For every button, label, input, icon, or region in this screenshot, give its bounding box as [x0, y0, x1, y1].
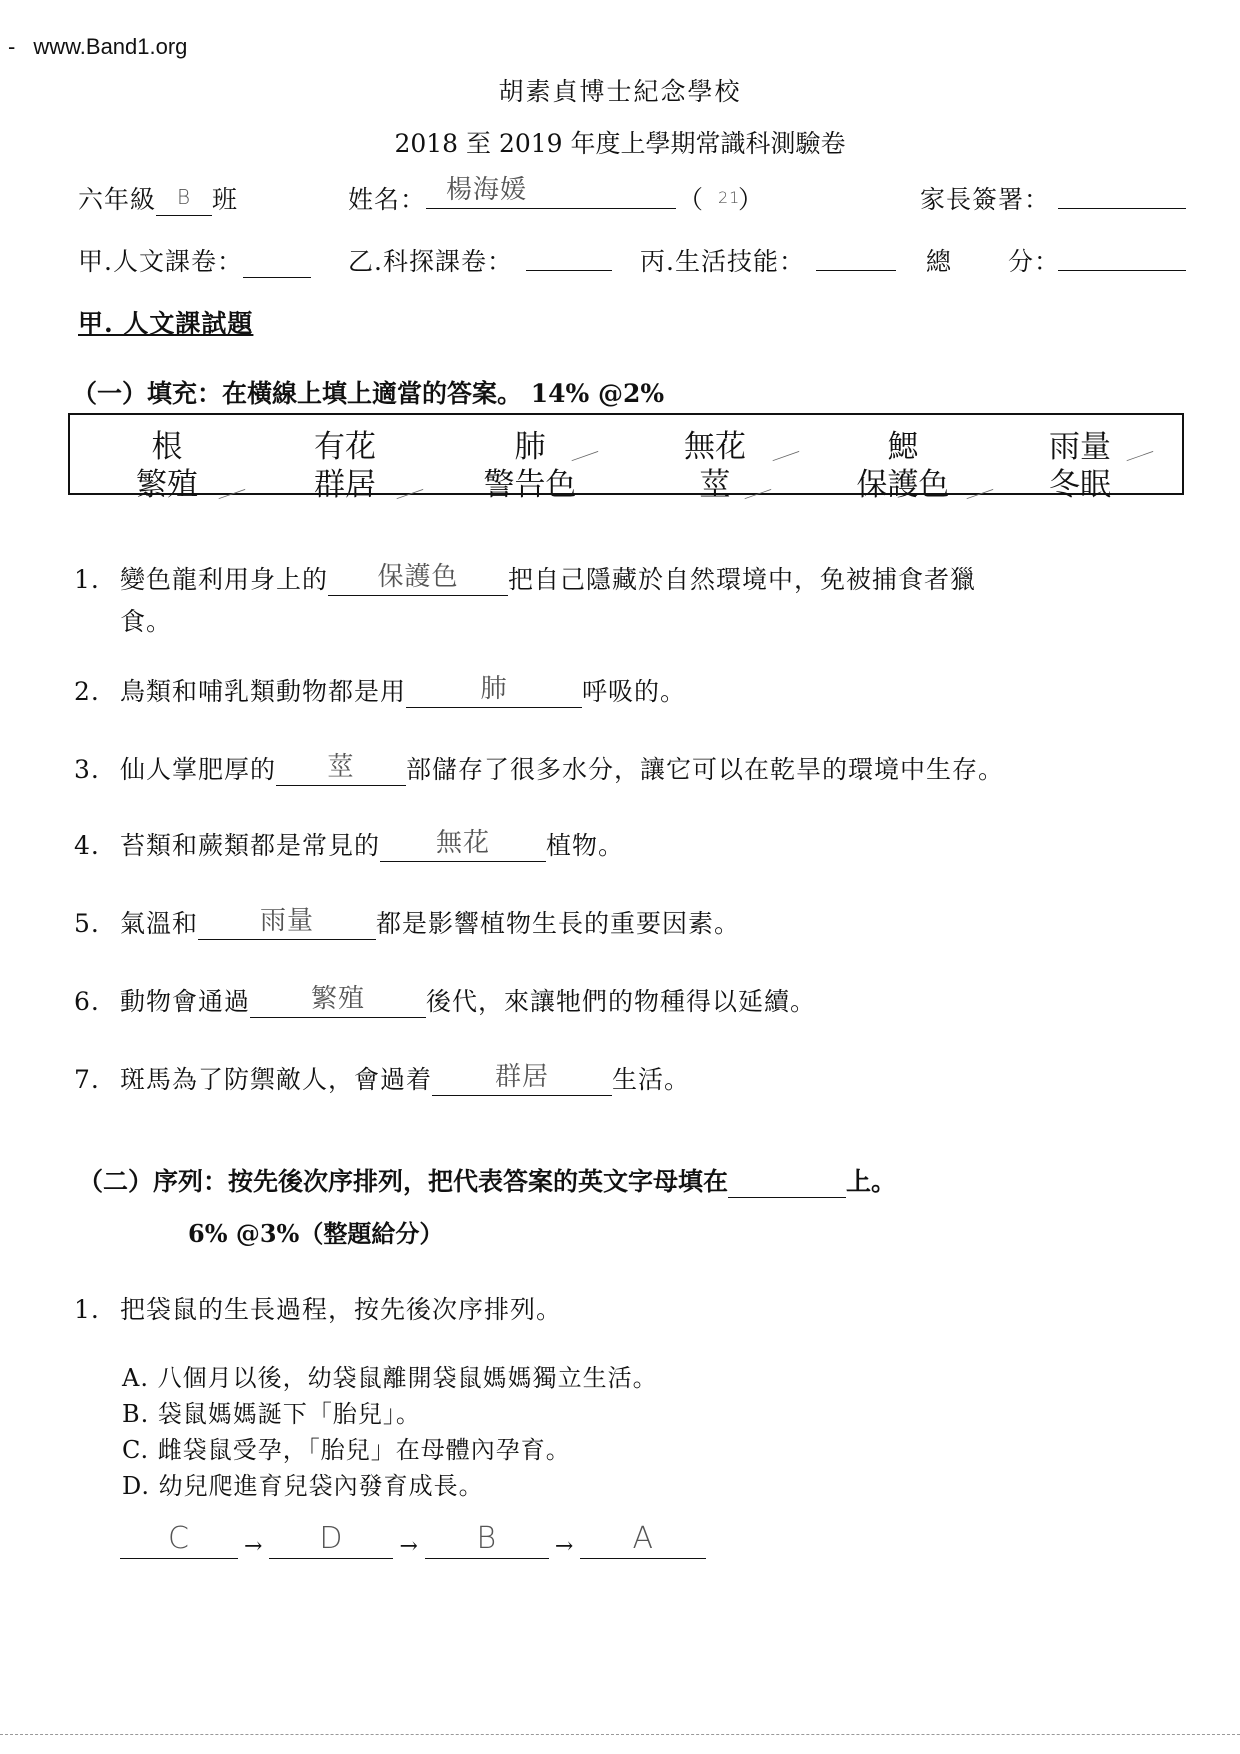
sequence-blank-1[interactable] [120, 1521, 238, 1559]
question-2 [74, 672, 686, 708]
section-a-title: 甲. 人文課試題 [78, 309, 254, 338]
question-text-before: 動物會通過 [120, 987, 251, 1016]
question-text-after: 把自己隱藏於自然環境中，免被捕食者獵 [508, 565, 977, 594]
answer-blank[interactable] [328, 562, 508, 596]
answer-blank[interactable] [406, 674, 582, 708]
sequence-options [122, 1360, 658, 1504]
school-name: 胡素貞博士紀念學校 [498, 77, 742, 106]
answer-handwritten: 莖 [327, 752, 355, 782]
question-text-after: 後代，來讓牠們的物種得以延續。 [426, 987, 817, 1016]
word-bank-word: 鰓 [887, 429, 919, 465]
class-suffix: 班 [212, 185, 239, 214]
word-bank-word: 雨量 [1049, 429, 1111, 465]
question-text: 把袋鼠的生長過程，按先後次序排列。 [120, 1295, 563, 1324]
question-number: 5. [74, 909, 100, 938]
part-c-score-blank[interactable] [816, 242, 896, 271]
part-b-score-label: 乙.科探課卷： [348, 247, 513, 276]
question-text-before: 苔類和蕨類都是常見的 [120, 831, 381, 860]
part2-title-blank [728, 1169, 846, 1198]
page-bottom-edge [0, 1734, 1240, 1735]
question-3 [74, 750, 1004, 786]
question-7 [74, 1060, 690, 1096]
total-score-blank[interactable] [1058, 242, 1186, 271]
option-a: A. 八個月以後，幼袋鼠離開袋鼠媽媽獨立生活。 [122, 1364, 658, 1392]
student-info-row [78, 175, 1188, 216]
question-text-continued: 食。 [120, 607, 173, 636]
question-number: 4. [74, 831, 100, 860]
question-text-after: 部儲存了很多水分，讓它可以在乾旱的環境中生存。 [406, 755, 1005, 784]
option-c: C. 雌袋鼠受孕，「胎兒」在母體內孕育。 [122, 1436, 571, 1464]
answer-handwritten: 群居 [495, 1062, 550, 1092]
class-blank[interactable] [156, 187, 212, 216]
option-d: D. 幼兒爬進育兒袋內發育成長。 [122, 1472, 484, 1500]
number-value: 21 [718, 188, 741, 207]
watermark-url: www.Band1.org [33, 34, 188, 59]
total-label-2: 分： [1008, 247, 1061, 276]
word-bank-word: 群居 [314, 467, 376, 503]
total-label-1: 總 [926, 247, 953, 276]
question-text-before: 鳥類和哺乳類動物都是用 [120, 677, 407, 706]
part2-title-before: （二）序列：按先後次序排列，把代表答案的英文字母填在 [78, 1167, 729, 1196]
score-row [78, 242, 1188, 278]
name-value: 楊海媛 [446, 175, 528, 205]
question-text-before: 仙人掌肥厚的 [120, 755, 277, 784]
word-bank-word: 冬眠 [1049, 467, 1111, 503]
part2-question-1 [74, 1290, 562, 1326]
answer-blank[interactable] [250, 984, 426, 1018]
answer-handwritten: 雨量 [260, 906, 315, 936]
answer-blank[interactable] [276, 752, 406, 786]
sequence-answer-4: A [632, 1521, 655, 1556]
name-blank[interactable] [426, 175, 676, 209]
part-a-score-blank[interactable] [243, 249, 311, 278]
question-number: 6. [74, 987, 100, 1016]
question-5 [74, 904, 740, 940]
parent-sign-label: 家長簽署： [920, 185, 1051, 214]
answer-blank[interactable] [380, 828, 546, 862]
sequence-answer-row [120, 1521, 706, 1559]
sequence-blank-2[interactable] [269, 1521, 393, 1559]
sequence-answer-3: B [476, 1521, 498, 1556]
word-bank-row-2 [70, 459, 1182, 503]
parent-sign-blank[interactable] [1058, 180, 1186, 209]
word-bank-word: 無花 [684, 429, 746, 465]
question-1 [74, 560, 1184, 638]
question-text-before: 氣溫和 [120, 909, 199, 938]
sequence-blank-4[interactable] [580, 1521, 706, 1559]
word-bank-word: 有花 [314, 429, 376, 465]
word-bank-row-1 [70, 421, 1182, 465]
word-bank-word: 根 [151, 429, 183, 465]
question-number: 3. [74, 755, 100, 784]
sequence-arrow: → [244, 1534, 264, 1559]
option-b: B. 袋鼠媽媽誕下「胎兒」。 [122, 1400, 421, 1428]
name-label: 姓名： [348, 185, 427, 214]
question-text-after: 生活。 [612, 1065, 691, 1094]
answer-handwritten: 保護色 [377, 562, 459, 592]
watermark-text [8, 34, 187, 60]
question-text-after: 呼吸的。 [582, 677, 687, 706]
part-a-score-label: 甲.人文課卷： [78, 247, 243, 276]
question-number: 1. [74, 1295, 100, 1324]
question-text-after: 都是影響植物生長的重要因素。 [376, 909, 741, 938]
question-text-before: 變色龍利用身上的 [120, 565, 329, 594]
question-text-after: 植物。 [546, 831, 625, 860]
answer-handwritten: 無花 [436, 828, 491, 858]
question-number: 1. [74, 565, 100, 594]
question-4 [74, 826, 624, 862]
question-text-before: 斑馬為了防禦敵人，會過着 [120, 1065, 433, 1094]
question-number: 7. [74, 1065, 100, 1094]
grade-label: 六年級 [78, 185, 157, 214]
number-paren-close: ） [738, 185, 765, 214]
sequence-arrow: → [554, 1534, 575, 1559]
sequence-blank-3[interactable] [425, 1521, 549, 1559]
part1-title: （一）填充：在橫線上填上適當的答案。 14% @2% [72, 379, 665, 408]
number-paren-open: （ [678, 185, 705, 214]
sequence-arrow: → [399, 1534, 419, 1559]
question-6 [74, 982, 816, 1018]
exam-title: 2018 至 2019 年度上學期常識科測驗卷 [394, 129, 846, 158]
word-bank-word: 肺 [514, 429, 546, 465]
scan-mark: - [8, 34, 16, 59]
question-number: 2. [74, 677, 100, 706]
answer-blank[interactable] [198, 906, 376, 940]
word-bank-word: 保護色 [856, 467, 950, 503]
part-c-score-label: 丙.生活技能： [640, 247, 805, 276]
answer-handwritten: 肺 [480, 674, 508, 704]
class-value: B [176, 185, 192, 209]
sequence-answer-1: C [168, 1521, 190, 1556]
part-b-score-blank[interactable] [526, 242, 612, 271]
word-bank-word: 莖 [699, 467, 731, 503]
word-bank-box [68, 413, 1184, 503]
part2-title [78, 1162, 896, 1198]
part2-marks: 6% @3%（整題給分） [188, 1219, 444, 1248]
answer-blank[interactable] [432, 1062, 612, 1096]
answer-handwritten: 繁殖 [311, 984, 366, 1014]
word-bank-word: 繁殖 [136, 467, 198, 503]
word-bank-word: 警告色 [483, 467, 577, 503]
part2-title-after: 上。 [846, 1167, 897, 1196]
sequence-answer-2: D [319, 1521, 344, 1556]
